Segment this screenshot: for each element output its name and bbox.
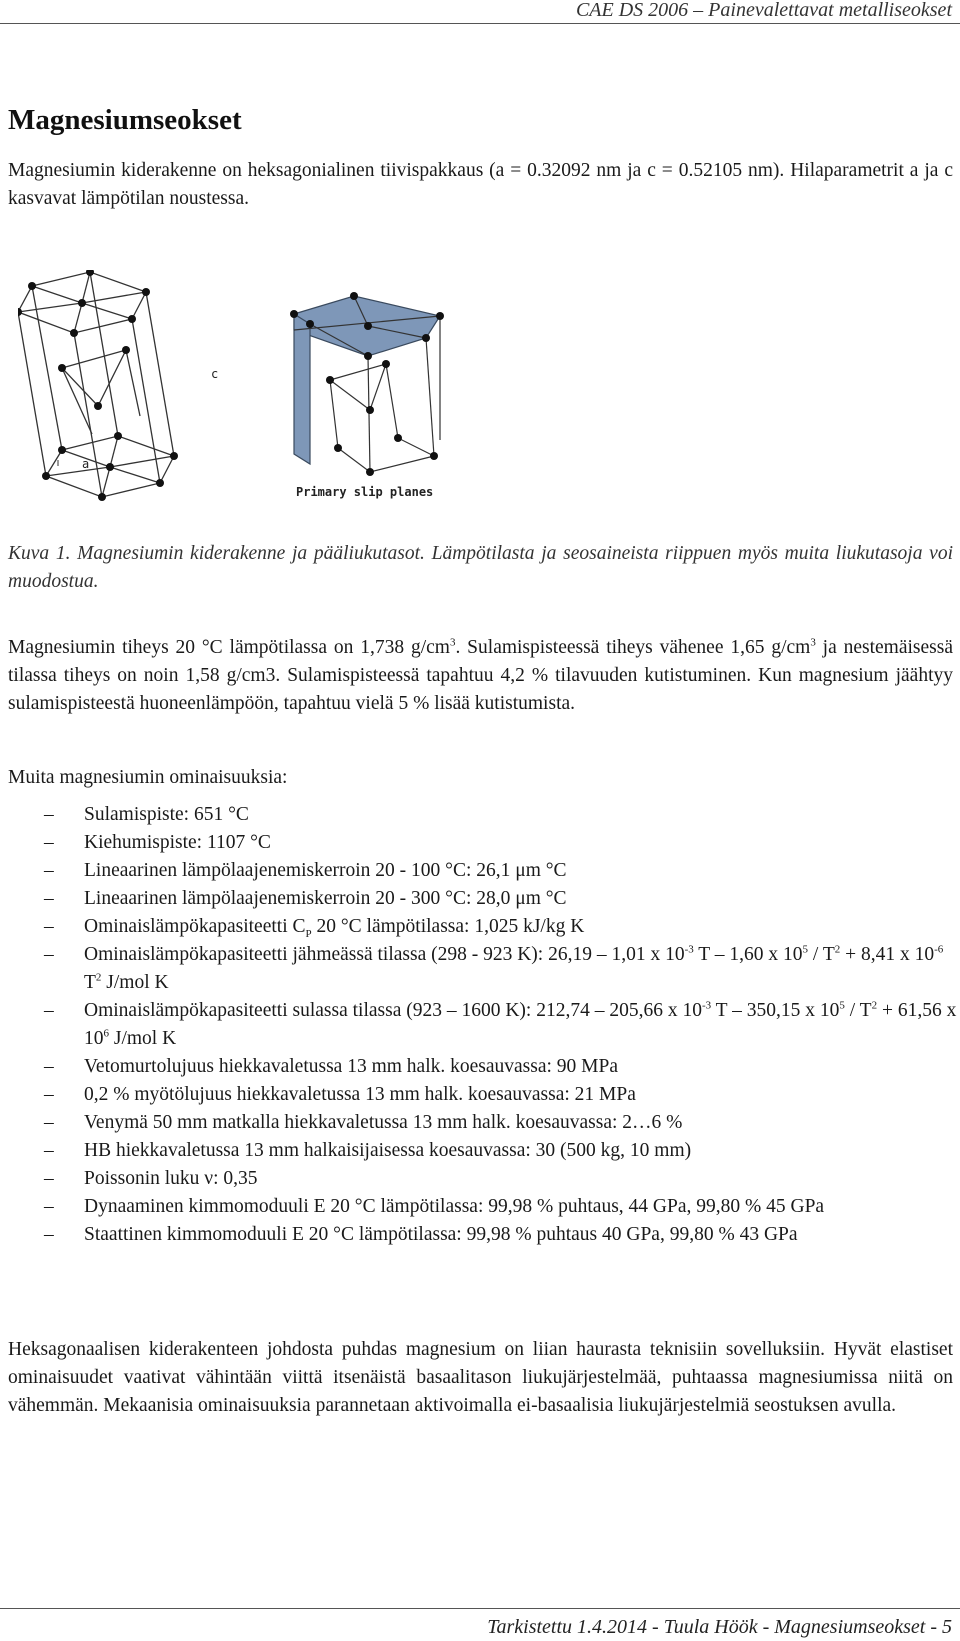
list-item-text: Staattinen kimmomoduuli E 20 °C lämpötilassa: 99,98 % puhtaus 40 GPa, 99,80 % 43 GPa <box>84 1224 798 1245</box>
slip-planes-label: Primary slip planes <box>296 485 434 499</box>
list-bullet: – <box>44 1056 54 1077</box>
text-run: Ominaislämpökapasiteetti jähmeässä tilassa (298 - 923 K): 26,19 – 1,01 x 10 <box>84 944 685 965</box>
superscript: 2 <box>871 999 878 1012</box>
text-run: J/mol K <box>109 1028 177 1049</box>
list-item <box>8 941 958 997</box>
list-item <box>8 997 958 1053</box>
list-item <box>8 857 958 885</box>
density-paragraph <box>8 634 953 718</box>
superscript: 2 <box>95 971 102 984</box>
footer-rule <box>0 1608 960 1609</box>
list-bullet: – <box>44 1000 54 1021</box>
list-item <box>8 1109 958 1137</box>
list-bullet: – <box>44 888 54 909</box>
properties-intro: Muita magnesiumin ominaisuuksia: <box>8 767 288 788</box>
list-item <box>8 829 958 857</box>
header-rule <box>0 23 960 24</box>
list-item <box>8 1221 958 1249</box>
text-run: Ominaislämpökapasiteetti sulassa tilassa (923 – 1600 K): 212,74 – 205,66 x 10 <box>84 1000 702 1021</box>
text-run: T – 1,60 x 10 <box>693 944 803 965</box>
list-bullet: – <box>44 1084 54 1105</box>
list-item-text <box>84 944 943 993</box>
section-title: Magnesiumseokset <box>8 104 242 136</box>
superscript: 5 <box>802 943 808 956</box>
closing-paragraph: Heksagonaalisen kiderakenteen johdosta puhdas magnesium on liian haurasta teknisiin sovelluksiin. Hyvät elastiset ominaisuudet vaativat vähintään viittä itsenäistä basaalitason liukujärjestelmää, puhtaassa magnesiumissa niitä on vähemmän. Mekaanisia ominaisuuksia parannetaan aktivoimalla ei-basaalisia liukujärjestelmiä seostuksen avulla. <box>8 1339 953 1416</box>
list-item-text: Venymä 50 mm matkalla hiekkavaletussa 13 mm halk. koesauvassa: 2…6 % <box>84 1112 683 1133</box>
list-item-text: Kiehumispiste: 1107 °C <box>84 832 271 853</box>
list-bullet: – <box>44 1168 54 1189</box>
subscript: P <box>305 927 312 940</box>
list-item-text: Poissonin luku ν: 0,35 <box>84 1168 258 1189</box>
list-item-text: 0,2 % myötölujuus hiekkavaletussa 13 mm halk. koesauvassa: 21 MPa <box>84 1084 636 1105</box>
density-sup-1: 3 <box>449 636 456 649</box>
figure-caption: Kuva 1. Magnesiumin kiderakenne ja pääliukutasot. Lämpötilasta ja seosaineista riippuen myös muita liukutasoja voi muodostua. <box>8 543 953 592</box>
list-item <box>8 1137 958 1165</box>
list-bullet: – <box>44 944 54 965</box>
list-bullet: – <box>44 1112 54 1133</box>
list-bullet: – <box>44 916 54 937</box>
superscript: 5 <box>839 999 845 1012</box>
density-text-3: ja nestemäisessä tilassa tiheys on noin 1,58 g/cm3. Sulamispisteessä tapahtuu 4,2 % tilavuuden kutistuminen. Kun magnesium jäähtyy sulamispisteestä huoneenlämpöön, tapahtuu vielä 5 % lisää kutistumista. <box>8 637 953 714</box>
running-footer: Tarkistettu 1.4.2014 - Tuula Höök - Magnesiumseokset - 5 <box>487 1616 952 1638</box>
text-run: J/mol K <box>101 972 169 993</box>
superscript: -3 <box>701 999 712 1012</box>
list-item-text: Dynaaminen kimmomoduuli E 20 °C lämpötilassa: 99,98 % puhtaus, 44 GPa, 99,80 % 45 GPa <box>84 1196 825 1217</box>
list-bullet: – <box>44 804 54 825</box>
text-run: + 61,56 x 10 <box>84 1000 957 1049</box>
text-run: T <box>84 972 96 993</box>
list-bullet: – <box>44 832 54 853</box>
list-item-text: Lineaarinen lämpölaajenemiskerroin 20 - 100 °C: 26,1 μm °C <box>84 860 567 881</box>
list-item <box>8 1165 958 1193</box>
intro-paragraph: Magnesiumin kiderakenne on heksagonialinen tiivispakkaus (a = 0.32092 nm ja c = 0.52105 nm). Hilaparametrit a ja c kasvavat lämpötilan noustessa. <box>8 160 953 209</box>
list-item-text <box>84 916 585 940</box>
list-bullet: – <box>44 1224 54 1245</box>
list-bullet: – <box>44 1140 54 1161</box>
text-run: 20 °C lämpötilassa: 1,025 kJ/kg K <box>311 916 585 937</box>
list-bullet: – <box>44 860 54 881</box>
list-item <box>8 913 958 941</box>
hcp-atoms <box>18 270 178 501</box>
c-axis-label: c <box>211 367 219 381</box>
a-axis-label: a <box>82 457 90 471</box>
density-text-2: . Sulamispisteessä tiheys vähenee 1,65 g/cm <box>455 637 811 658</box>
list-item <box>8 801 958 829</box>
list-item-text: HB hiekkavaletussa 13 mm halkaisijaisessa koesauvassa: 30 (500 kg, 10 mm) <box>84 1140 692 1161</box>
list-item <box>8 1053 958 1081</box>
superscript: 6 <box>103 1027 109 1040</box>
list-item-text: Sulamispiste: 651 °C <box>84 804 249 825</box>
text-run: T – 350,15 x 10 <box>711 1000 840 1021</box>
slip-plane-diagram <box>290 292 444 476</box>
density-text-1: Magnesiumin tiheys 20 °C lämpötilassa on 1,738 g/cm <box>8 637 450 658</box>
list-item <box>8 1081 958 1109</box>
superscript: -6 <box>934 943 944 956</box>
text-run: Ominaislämpökapasiteetti C <box>84 916 306 937</box>
superscript: -3 <box>684 943 694 956</box>
list-item-text: Vetomurtolujuus hiekkavaletussa 13 mm halk. koesauvassa: 90 MPa <box>84 1056 619 1077</box>
superscript: 2 <box>834 943 841 956</box>
text-run: / T <box>808 944 835 965</box>
list-item-text <box>84 1000 956 1049</box>
list-item <box>8 885 958 913</box>
hcp-unit-cell-diagram <box>18 272 174 497</box>
properties-list <box>8 801 958 1249</box>
text-run: + 8,41 x 10 <box>840 944 935 965</box>
hcp-crystal-figure <box>18 270 478 505</box>
list-item <box>8 1193 958 1221</box>
running-header: CAE DS 2006 – Painevalettavat metalliseokset <box>575 0 952 21</box>
density-sup-2: 3 <box>810 636 816 649</box>
text-run: / T <box>844 1000 872 1021</box>
list-bullet: – <box>44 1196 54 1217</box>
list-item-text: Lineaarinen lämpölaajenemiskerroin 20 - 300 °C: 28,0 μm °C <box>84 888 567 909</box>
